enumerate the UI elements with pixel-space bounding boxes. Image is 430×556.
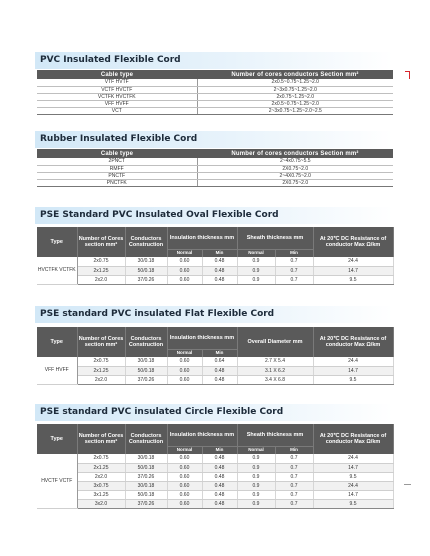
table-cell: 2x1.25 bbox=[77, 463, 125, 472]
header-conductors: Conductors Construction bbox=[125, 327, 167, 357]
header-overall-diameter: Overall Diameter mm bbox=[237, 327, 313, 357]
table-cell: 0.9 bbox=[237, 454, 275, 463]
table-row bbox=[37, 490, 393, 499]
table-cell: 30/0.18 bbox=[125, 257, 167, 266]
header-resistance: At 20℃ DC Resistance of conductor Max Ω/km bbox=[313, 227, 393, 257]
table-cell: 50/0.18 bbox=[125, 366, 167, 375]
header-min: Min bbox=[202, 249, 237, 257]
type-cell: VFF HVFF bbox=[37, 357, 77, 384]
table-header-row bbox=[37, 327, 393, 349]
header-normal: Normal bbox=[237, 249, 275, 257]
table-cell: 9.5 bbox=[313, 499, 393, 508]
cores-section-cell: 2~3x0.75~1.25~2.0 bbox=[197, 86, 393, 93]
table-cell: 0.48 bbox=[202, 499, 237, 508]
cores-section-cell: 2~4x0.75~5.5 bbox=[197, 158, 393, 165]
rubber-flexible-cord-title: Rubber Insulated Flexible Cord bbox=[35, 131, 393, 148]
table-cell: 0.48 bbox=[202, 454, 237, 463]
table-cell: 2x2.0 bbox=[77, 472, 125, 481]
cores-section-cell: 2x0.5~0.75~1.25~2.0 bbox=[197, 100, 393, 107]
table-row bbox=[37, 481, 393, 490]
header-normal: Normal bbox=[237, 446, 275, 454]
pvc-flexible-cord-table bbox=[37, 70, 393, 115]
header-cores: Number of Cores section mm² bbox=[77, 424, 125, 454]
table-cell: 2x0.75 bbox=[77, 257, 125, 266]
table-cell: 0.60 bbox=[167, 375, 202, 384]
table-row bbox=[37, 463, 393, 472]
cable-type-cell: VCTFK HVCTFK bbox=[37, 93, 197, 100]
header-min: Min bbox=[275, 249, 313, 257]
pvc-flexible-cord-title: PVC Insulated Flexible Cord bbox=[35, 52, 393, 69]
header-normal: Normal bbox=[167, 446, 202, 454]
table-cell: 24.4 bbox=[313, 257, 393, 266]
table-row bbox=[37, 107, 393, 114]
cores-section-cell: 2x0.75~1.25~2.0 bbox=[197, 93, 393, 100]
circle-flexible-cord-title: PSE standard PVC insulated Circle Flexible Cord bbox=[35, 404, 393, 421]
table-row bbox=[37, 275, 393, 284]
cores-section-cell: 2~4X0.75~2.0 bbox=[197, 172, 393, 179]
table-cell: 0.48 bbox=[202, 463, 237, 472]
table-row bbox=[37, 499, 393, 508]
table-cell: 0.60 bbox=[167, 472, 202, 481]
table-cell: 14.7 bbox=[313, 266, 393, 275]
table-row bbox=[37, 366, 393, 375]
table-cell: 0.60 bbox=[167, 357, 202, 366]
table-row bbox=[37, 266, 393, 275]
header-sheath: Sheath thickness mm bbox=[237, 227, 313, 249]
cores-section-cell: 2~3x0.75~1.25~2.0~2.5 bbox=[197, 107, 393, 114]
table-cell: 2x0.75 bbox=[77, 357, 125, 366]
header-type: Type bbox=[37, 424, 77, 454]
table-cell: 0.48 bbox=[202, 266, 237, 275]
table-cell: 0.60 bbox=[167, 463, 202, 472]
table-cell: 0.9 bbox=[237, 481, 275, 490]
table-cell: 0.9 bbox=[237, 275, 275, 284]
table-cell: 24.4 bbox=[313, 481, 393, 490]
table-cell: 9.5 bbox=[313, 275, 393, 284]
table-cell: 0.7 bbox=[275, 266, 313, 275]
cores-section-cell: 2X0.75~2.0 bbox=[197, 179, 393, 186]
table-cell: 37/0.26 bbox=[125, 472, 167, 481]
table-row bbox=[37, 454, 393, 463]
header-normal: Normal bbox=[167, 249, 202, 257]
table-cell: 0.60 bbox=[167, 499, 202, 508]
header-conductors: Conductors Construction bbox=[125, 227, 167, 257]
table-row bbox=[37, 165, 393, 172]
table-cell: 2x2.0 bbox=[77, 275, 125, 284]
table-row bbox=[37, 100, 393, 107]
table-cell: 0.7 bbox=[275, 472, 313, 481]
header-resistance: At 20℃ DC Resistance of conductor Max Ω/km bbox=[313, 327, 393, 357]
table-row bbox=[37, 257, 393, 266]
table-cell: 0.64 bbox=[202, 357, 237, 366]
cable-type-cell: PNCTFK bbox=[37, 179, 197, 186]
table-cell: 0.60 bbox=[167, 275, 202, 284]
table-cell: 0.9 bbox=[237, 490, 275, 499]
table-cell: 0.48 bbox=[202, 275, 237, 284]
table-cell: 0.48 bbox=[202, 366, 237, 375]
header-sheath: Sheath thickness mm bbox=[237, 424, 313, 446]
table-cell: 0.60 bbox=[167, 490, 202, 499]
type-cell: HVCTF VCTF bbox=[37, 454, 77, 508]
header-cable-type: Cable type bbox=[37, 70, 197, 79]
table-header-row bbox=[37, 70, 393, 79]
header-insulation: Insulation thickness mm bbox=[167, 227, 237, 249]
table-cell: 0.48 bbox=[202, 375, 237, 384]
table-cell: 0.7 bbox=[275, 257, 313, 266]
table-cell: 50/0.18 bbox=[125, 266, 167, 275]
type-cell: HVCTFK VCTFK bbox=[37, 257, 77, 284]
cable-type-cell: VCTF HVCTF bbox=[37, 86, 197, 93]
table-cell: 0.9 bbox=[237, 463, 275, 472]
table-cell: 9.5 bbox=[313, 472, 393, 481]
table-cell: 14.7 bbox=[313, 463, 393, 472]
header-min: Min bbox=[275, 446, 313, 454]
table-cell: 2x0.75 bbox=[77, 454, 125, 463]
corner-mark-icon bbox=[405, 71, 410, 79]
circle-flexible-cord-table bbox=[37, 424, 394, 509]
header-cores-section: Number of cores conductors Section mm² bbox=[197, 70, 393, 79]
table-cell: 0.48 bbox=[202, 490, 237, 499]
table-cell: 3x1.25 bbox=[77, 490, 125, 499]
header-min: Min bbox=[202, 349, 237, 357]
table-row bbox=[37, 472, 393, 481]
table-cell: 37/0.26 bbox=[125, 275, 167, 284]
table-cell: 37/0.26 bbox=[125, 499, 167, 508]
table-header-row bbox=[37, 424, 393, 446]
table-cell: 0.9 bbox=[237, 257, 275, 266]
table-cell: 0.60 bbox=[167, 481, 202, 490]
flat-flexible-cord-title: PSE standard PVC insulated Flat Flexible Cord bbox=[35, 306, 393, 323]
table-cell: 3.4 X 6.8 bbox=[237, 375, 313, 384]
header-cable-type: Cable type bbox=[37, 149, 197, 158]
table-cell: 9.5 bbox=[313, 375, 393, 384]
table-cell: 0.9 bbox=[237, 266, 275, 275]
table-cell: 24.4 bbox=[313, 357, 393, 366]
table-row bbox=[37, 357, 393, 366]
table-cell: 0.60 bbox=[167, 257, 202, 266]
oval-flexible-cord-title: PSE Standard PVC Insulated Oval Flexible Cord bbox=[35, 207, 393, 224]
table-row bbox=[37, 375, 393, 384]
table-cell: 0.60 bbox=[167, 454, 202, 463]
header-insulation: Insulation thickness mm bbox=[167, 424, 237, 446]
header-type: Type bbox=[37, 327, 77, 357]
cable-type-cell: VCT bbox=[37, 107, 197, 114]
table-cell: 14.7 bbox=[313, 490, 393, 499]
table-row bbox=[37, 79, 393, 86]
header-normal: Normal bbox=[167, 349, 202, 357]
table-cell: 2x2.0 bbox=[77, 375, 125, 384]
table-cell: 0.7 bbox=[275, 499, 313, 508]
cable-type-cell: VTF HVTF bbox=[37, 79, 197, 86]
header-conductors: Conductors Construction bbox=[125, 424, 167, 454]
table-cell: 0.9 bbox=[237, 472, 275, 481]
table-cell: 2.7 X 5.4 bbox=[237, 357, 313, 366]
rubber-flexible-cord-table bbox=[37, 149, 393, 187]
header-min: Min bbox=[202, 446, 237, 454]
table-row bbox=[37, 172, 393, 179]
table-row bbox=[37, 86, 393, 93]
table-header-row bbox=[37, 227, 393, 249]
cable-type-cell: VFF HVFF bbox=[37, 100, 197, 107]
table-cell: 14.7 bbox=[313, 366, 393, 375]
table-cell: 50/0.18 bbox=[125, 463, 167, 472]
divider bbox=[404, 484, 411, 485]
table-cell: 0.9 bbox=[237, 499, 275, 508]
table-cell: 3.1 X 6.2 bbox=[237, 366, 313, 375]
table-cell: 24.4 bbox=[313, 454, 393, 463]
table-cell: 0.48 bbox=[202, 257, 237, 266]
table-cell: 0.48 bbox=[202, 472, 237, 481]
header-insulation: Insulation thickness mm bbox=[167, 327, 237, 349]
table-cell: 30/0.18 bbox=[125, 454, 167, 463]
table-cell: 30/0.18 bbox=[125, 481, 167, 490]
table-cell: 2x1.25 bbox=[77, 266, 125, 275]
cores-section-cell: 2x0.5~0.75~1.25~2.0 bbox=[197, 79, 393, 86]
table-cell: 0.48 bbox=[202, 481, 237, 490]
table-cell: 30/0.18 bbox=[125, 357, 167, 366]
oval-flexible-cord-table bbox=[37, 227, 394, 285]
header-resistance: At 20℃ DC Resistance of conductor Max Ω/km bbox=[313, 424, 393, 454]
table-cell: 0.60 bbox=[167, 366, 202, 375]
table-cell: 0.7 bbox=[275, 490, 313, 499]
table-cell: 2x1.25 bbox=[77, 366, 125, 375]
header-cores: Number of Cores section mm² bbox=[77, 227, 125, 257]
table-cell: 37/0.26 bbox=[125, 375, 167, 384]
header-cores: Number of Cores section mm² bbox=[77, 327, 125, 357]
table-cell: 0.7 bbox=[275, 275, 313, 284]
cable-type-cell: PNCTF bbox=[37, 172, 197, 179]
cable-type-cell: RMFF bbox=[37, 165, 197, 172]
table-cell: 3x2.0 bbox=[77, 499, 125, 508]
table-cell: 3x0.75 bbox=[77, 481, 125, 490]
header-cores-section: Number of cores conductors Section mm² bbox=[197, 149, 393, 158]
table-header-row bbox=[37, 149, 393, 158]
table-row bbox=[37, 93, 393, 100]
table-cell: 0.7 bbox=[275, 481, 313, 490]
cores-section-cell: 2X0.75~2.0 bbox=[197, 165, 393, 172]
table-row bbox=[37, 158, 393, 165]
table-row bbox=[37, 179, 393, 186]
table-cell: 0.7 bbox=[275, 463, 313, 472]
table-cell: 0.60 bbox=[167, 266, 202, 275]
header-type: Type bbox=[37, 227, 77, 257]
flat-flexible-cord-table bbox=[37, 327, 394, 385]
cable-type-cell: 2PNCT bbox=[37, 158, 197, 165]
table-cell: 0.7 bbox=[275, 454, 313, 463]
table-cell: 50/0.18 bbox=[125, 490, 167, 499]
